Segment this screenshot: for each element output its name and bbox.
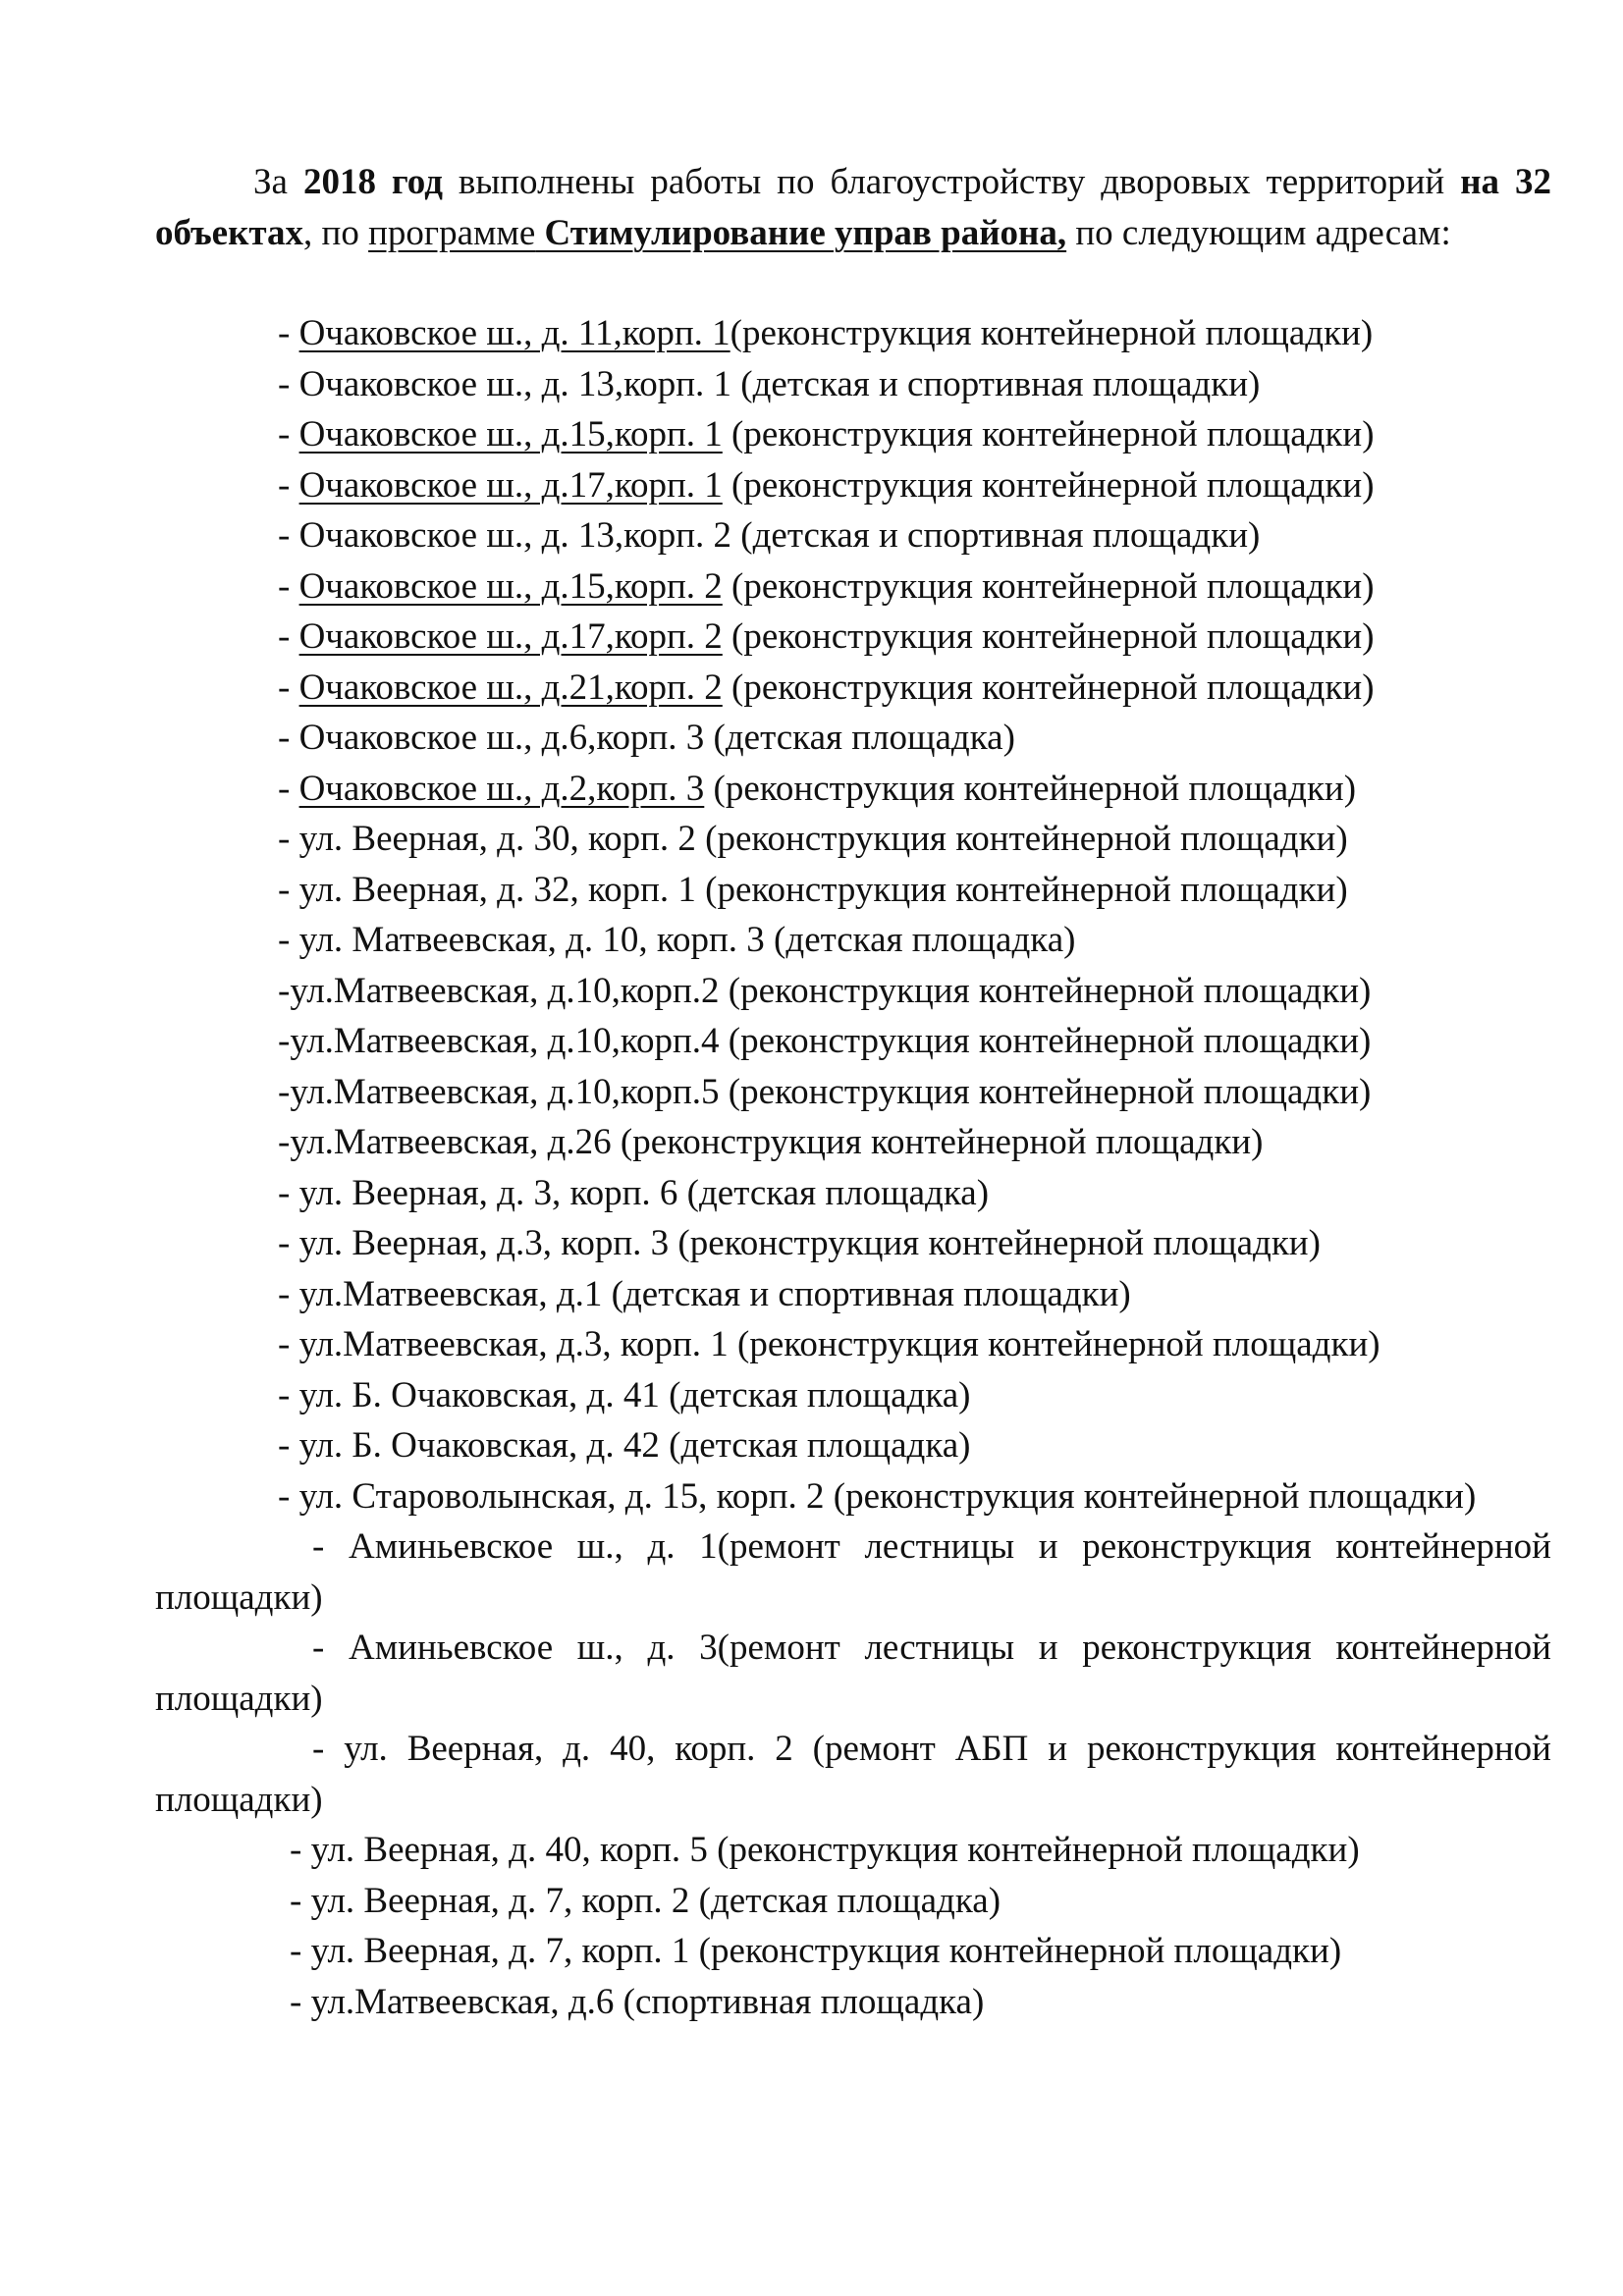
list-item: -ул.Матвеевская, д.10,корп.5 (реконструкция контейнерной площадки) — [278, 1071, 1372, 1112]
list-item: -ул.Матвеевская, д.26 (реконструкция контейнерной площадки) — [278, 1122, 1264, 1162]
address-underlined: Очаковское ш., д.21,корп. 2 — [298, 667, 723, 708]
intro-year: 2018 год — [302, 162, 443, 202]
list-item: - ул. Б. Очаковская, д. 41 (детская площадка) — [278, 1374, 971, 1415]
list-item: - ул. Староволынская, д. 15, корп. 2 (реконструкция контейнерной площадки) — [278, 1475, 1477, 1517]
list-item: - ул. Матвеевская, д. 10, корп. 3 (детская площадка) — [278, 920, 1076, 960]
list-item: - ул. Б. Очаковская, д. 42 (детская площадка) — [278, 1425, 971, 1466]
intro-program-name: Стимулирование управ района, — [544, 213, 1067, 253]
list-item: - Очаковское ш., д. 13,корп. 1 (детская и спортивная площадки) — [278, 363, 1261, 404]
intro-text-2: выполнены работы по благоустройству дворовых территорий — [442, 162, 1461, 202]
list-item: - Очаковское ш., д.2,корп. 3 (реконструкция контейнерной площадки) — [278, 768, 1357, 809]
list-item: - ул. Веерная, д. 3, корп. 6 (детская площадка) — [278, 1172, 990, 1213]
intro-program-space — [535, 213, 544, 253]
list-item: - ул.Матвеевская, д.1 (детская и спортивная площадки) — [278, 1273, 1131, 1314]
list-item: - ул. Веерная, д. 7, корп. 1 (реконструкция контейнерной площадки) — [290, 1931, 1342, 1971]
list-item: - Очаковское ш., д.6,корп. 3 (детская площадка) — [278, 718, 1015, 758]
list-item: - Очаковское ш., д.15,корп. 1 (реконструкция контейнерной площадки) — [278, 414, 1375, 454]
list-item: - Очаковское ш., д.21,корп. 2 (реконструкция контейнерной площадки) — [278, 667, 1375, 708]
list-item: - ул. Веерная, д. 30, корп. 2 (реконструкция контейнерной площадки) — [278, 819, 1348, 859]
list-item: - Очаковское ш., д.17,корп. 1 (реконструкция контейнерной площадки) — [278, 464, 1375, 506]
list-item: - ул. Веерная, д. 32, корп. 1 (реконструкция контейнерной площадки) — [278, 869, 1348, 910]
list-item: - ул.Матвеевская, д.6 (спортивная площадка) — [290, 1981, 985, 2022]
list-item-wrapped: - ул. Веерная, д. 40, корп. 2 (ремонт АБП и реконструкция контейнерной площадки) — [155, 1729, 1551, 1820]
address-underlined: Очаковское ш., д.17,корп. 1 — [298, 464, 723, 506]
list-item: -ул.Матвеевская, д.10,корп.4 (реконструкция контейнерной площадки) — [278, 1021, 1372, 1061]
list-item: - ул. Веерная, д.3, корп. 3 (реконструкция контейнерной площадки) — [278, 1223, 1321, 1263]
list-item: - Очаковское ш., д.15,корп. 2 (реконструкция контейнерной площадки) — [278, 565, 1375, 607]
list-item: - ул. Веерная, д. 7, корп. 2 (детская площадка) — [290, 1880, 1001, 1921]
intro-text-4: по следующим адресам: — [1066, 213, 1451, 253]
intro-paragraph — [155, 157, 1551, 259]
list-item: - Очаковское ш., д.17,корп. 2 (реконструкция контейнерной площадки) — [278, 616, 1375, 657]
intro-text-1: За — [253, 162, 303, 202]
list-item: -ул.Матвеевская, д.10,корп.2 (реконструкция контейнерной площадки) — [278, 970, 1372, 1011]
list-item: - Очаковское ш., д. 11,корп. 1(реконструкция контейнерной площадки) — [278, 313, 1374, 353]
list-item-wrapped: - Аминьевское ш., д. 1(ремонт лестницы и реконструкция контейнерной площадки) — [155, 1526, 1551, 1618]
address-underlined: Очаковское ш., д.15,корп. 2 — [298, 565, 723, 607]
address-underlined: Очаковское ш., д. 11,корп. 1 — [298, 313, 730, 353]
address-underlined: Очаковское ш., д.17,корп. 2 — [298, 616, 723, 657]
intro-objects-count: на 32 объектах — [155, 162, 1551, 253]
list-item: - ул.Матвеевская, д.3, корп. 1 (реконструкция контейнерной площадки) — [278, 1324, 1380, 1364]
list-item: - Очаковское ш., д. 13,корп. 2 (детская и спортивная площадки) — [278, 515, 1261, 556]
address-underlined: Очаковское ш., д.15,корп. 1 — [298, 414, 723, 454]
list-item-wrapped: - Аминьевское ш., д. 3(ремонт лестницы и реконструкция контейнерной площадки) — [155, 1628, 1551, 1719]
intro-text-3: , по — [303, 213, 369, 253]
address-underlined: Очаковское ш., д.2,корп. 3 — [298, 768, 705, 809]
list-item: - ул. Веерная, д. 40, корп. 5 (реконструкция контейнерной площадки) — [290, 1830, 1360, 1870]
intro-program-word: программе — [368, 213, 536, 253]
address-list — [155, 308, 1551, 2027]
